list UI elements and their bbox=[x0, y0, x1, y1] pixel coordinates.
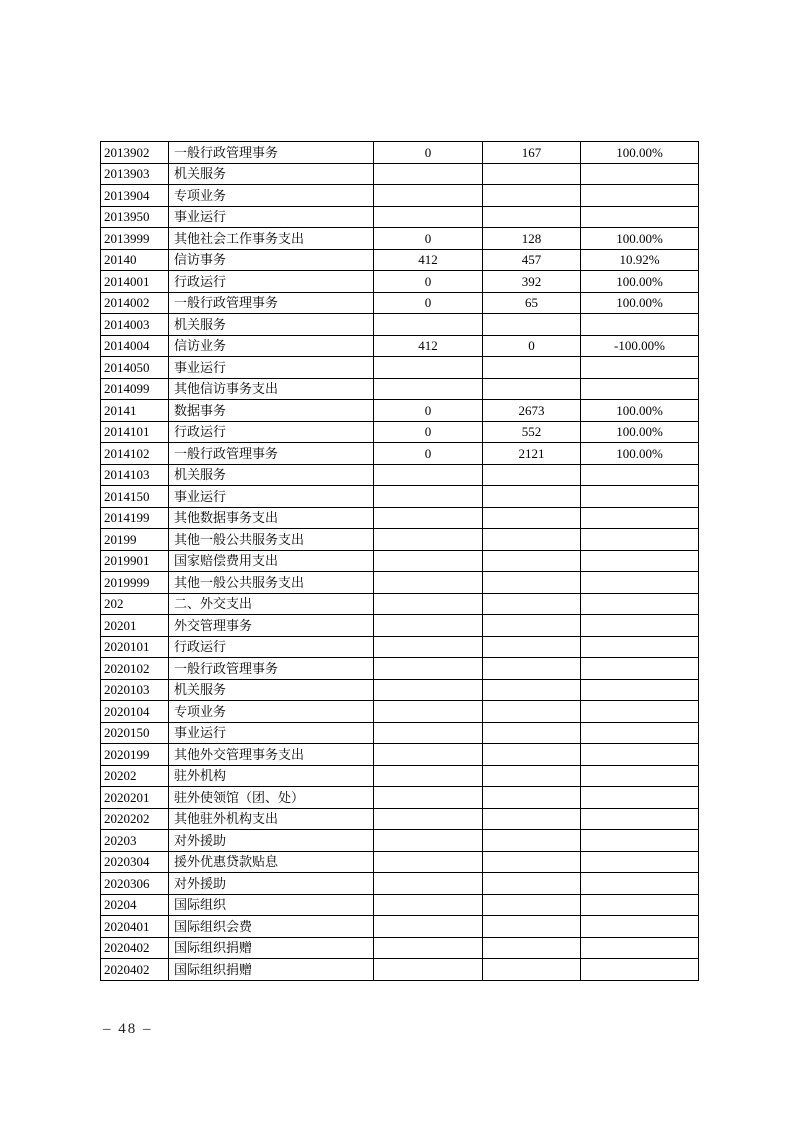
cell-code: 2014001 bbox=[101, 271, 169, 293]
cell-change-pct: 100.00% bbox=[581, 228, 699, 250]
cell-code: 2014099 bbox=[101, 378, 169, 400]
cell-amount-prev bbox=[374, 658, 483, 680]
cell-change-pct bbox=[581, 830, 699, 852]
table-row bbox=[101, 292, 699, 314]
cell-amount-current bbox=[483, 464, 581, 486]
cell-amount-current bbox=[483, 486, 581, 508]
cell-code: 2020103 bbox=[101, 679, 169, 701]
cell-amount-current bbox=[483, 679, 581, 701]
cell-amount-prev bbox=[374, 550, 483, 572]
cell-change-pct bbox=[581, 507, 699, 529]
cell-amount-current bbox=[483, 744, 581, 766]
cell-item-name: 外交管理事务 bbox=[169, 615, 374, 637]
cell-item-name: 其他一般公共服务支出 bbox=[169, 572, 374, 594]
cell-amount-prev bbox=[374, 701, 483, 723]
table-row bbox=[101, 744, 699, 766]
cell-change-pct bbox=[581, 163, 699, 185]
table-row bbox=[101, 378, 699, 400]
cell-change-pct bbox=[581, 765, 699, 787]
table-row bbox=[101, 937, 699, 959]
cell-code: 20199 bbox=[101, 529, 169, 551]
cell-amount-current: 457 bbox=[483, 249, 581, 271]
cell-change-pct bbox=[581, 550, 699, 572]
cell-change-pct bbox=[581, 722, 699, 744]
cell-item-name: 对外援助 bbox=[169, 830, 374, 852]
cell-code: 20140 bbox=[101, 249, 169, 271]
cell-item-name: 数据事务 bbox=[169, 400, 374, 422]
cell-change-pct bbox=[581, 185, 699, 207]
cell-amount-current bbox=[483, 765, 581, 787]
cell-amount-prev: 0 bbox=[374, 443, 483, 465]
cell-item-name: 机关服务 bbox=[169, 464, 374, 486]
budget-table bbox=[100, 141, 698, 981]
table-row bbox=[101, 185, 699, 207]
cell-item-name: 事业运行 bbox=[169, 486, 374, 508]
cell-code: 20202 bbox=[101, 765, 169, 787]
cell-amount-prev: 412 bbox=[374, 335, 483, 357]
cell-amount-current: 128 bbox=[483, 228, 581, 250]
table-row bbox=[101, 873, 699, 895]
cell-item-name: 事业运行 bbox=[169, 722, 374, 744]
cell-change-pct bbox=[581, 851, 699, 873]
table-row bbox=[101, 271, 699, 293]
cell-amount-prev bbox=[374, 744, 483, 766]
cell-amount-prev bbox=[374, 787, 483, 809]
cell-item-name: 驻外机构 bbox=[169, 765, 374, 787]
cell-code: 2014150 bbox=[101, 486, 169, 508]
cell-item-name: 其他驻外机构支出 bbox=[169, 808, 374, 830]
table-row bbox=[101, 357, 699, 379]
cell-code: 20201 bbox=[101, 615, 169, 637]
cell-change-pct: 100.00% bbox=[581, 142, 699, 164]
table-row bbox=[101, 722, 699, 744]
cell-code: 2013950 bbox=[101, 206, 169, 228]
cell-amount-prev bbox=[374, 636, 483, 658]
table-row bbox=[101, 228, 699, 250]
cell-change-pct bbox=[581, 658, 699, 680]
cell-code: 2014102 bbox=[101, 443, 169, 465]
cell-item-name: 其他社会工作事务支出 bbox=[169, 228, 374, 250]
cell-item-name: 一般行政管理事务 bbox=[169, 443, 374, 465]
cell-item-name: 其他外交管理事务支出 bbox=[169, 744, 374, 766]
cell-amount-current bbox=[483, 937, 581, 959]
cell-amount-prev bbox=[374, 572, 483, 594]
cell-amount-prev: 0 bbox=[374, 142, 483, 164]
table-row bbox=[101, 335, 699, 357]
table-row bbox=[101, 550, 699, 572]
cell-amount-prev bbox=[374, 314, 483, 336]
table-row bbox=[101, 658, 699, 680]
cell-amount-prev bbox=[374, 206, 483, 228]
cell-change-pct: 100.00% bbox=[581, 400, 699, 422]
cell-code: 2020102 bbox=[101, 658, 169, 680]
cell-amount-current bbox=[483, 314, 581, 336]
cell-code: 2020202 bbox=[101, 808, 169, 830]
cell-change-pct: 100.00% bbox=[581, 292, 699, 314]
cell-change-pct bbox=[581, 486, 699, 508]
cell-item-name: 专项业务 bbox=[169, 185, 374, 207]
table-row bbox=[101, 142, 699, 164]
table-row bbox=[101, 636, 699, 658]
cell-change-pct bbox=[581, 701, 699, 723]
cell-amount-prev bbox=[374, 464, 483, 486]
cell-amount-current: 392 bbox=[483, 271, 581, 293]
cell-item-name: 机关服务 bbox=[169, 679, 374, 701]
cell-code: 2013902 bbox=[101, 142, 169, 164]
cell-amount-prev: 0 bbox=[374, 421, 483, 443]
cell-code: 2019901 bbox=[101, 550, 169, 572]
cell-change-pct bbox=[581, 529, 699, 551]
cell-change-pct: 10.92% bbox=[581, 249, 699, 271]
cell-amount-current bbox=[483, 658, 581, 680]
cell-item-name: 行政运行 bbox=[169, 271, 374, 293]
cell-amount-current: 167 bbox=[483, 142, 581, 164]
cell-change-pct bbox=[581, 894, 699, 916]
cell-item-name: 对外援助 bbox=[169, 873, 374, 895]
cell-amount-current bbox=[483, 572, 581, 594]
cell-amount-current bbox=[483, 851, 581, 873]
cell-code: 2020199 bbox=[101, 744, 169, 766]
cell-change-pct: 100.00% bbox=[581, 443, 699, 465]
cell-code: 2020101 bbox=[101, 636, 169, 658]
cell-amount-prev bbox=[374, 937, 483, 959]
cell-change-pct bbox=[581, 464, 699, 486]
cell-amount-current bbox=[483, 529, 581, 551]
cell-code: 2020402 bbox=[101, 959, 169, 981]
cell-amount-current bbox=[483, 959, 581, 981]
table-row bbox=[101, 572, 699, 594]
cell-amount-prev bbox=[374, 163, 483, 185]
cell-change-pct bbox=[581, 378, 699, 400]
cell-amount-current bbox=[483, 808, 581, 830]
cell-change-pct: -100.00% bbox=[581, 335, 699, 357]
cell-code: 2020304 bbox=[101, 851, 169, 873]
cell-amount-prev bbox=[374, 507, 483, 529]
cell-code: 20203 bbox=[101, 830, 169, 852]
table-row bbox=[101, 249, 699, 271]
cell-code: 2020104 bbox=[101, 701, 169, 723]
cell-amount-current bbox=[483, 722, 581, 744]
cell-amount-prev bbox=[374, 808, 483, 830]
cell-code: 2014004 bbox=[101, 335, 169, 357]
cell-amount-current bbox=[483, 636, 581, 658]
cell-item-name: 其他信访事务支出 bbox=[169, 378, 374, 400]
table-row bbox=[101, 851, 699, 873]
table-row bbox=[101, 507, 699, 529]
cell-item-name: 行政运行 bbox=[169, 636, 374, 658]
cell-amount-current bbox=[483, 873, 581, 895]
cell-change-pct bbox=[581, 206, 699, 228]
cell-item-name: 援外优惠贷款贴息 bbox=[169, 851, 374, 873]
cell-change-pct bbox=[581, 314, 699, 336]
cell-amount-current: 65 bbox=[483, 292, 581, 314]
cell-code: 2014199 bbox=[101, 507, 169, 529]
cell-change-pct bbox=[581, 636, 699, 658]
table-row bbox=[101, 615, 699, 637]
cell-code: 20141 bbox=[101, 400, 169, 422]
cell-amount-prev bbox=[374, 357, 483, 379]
table-row bbox=[101, 486, 699, 508]
cell-item-name: 国际组织捐赠 bbox=[169, 959, 374, 981]
cell-amount-current bbox=[483, 507, 581, 529]
cell-item-name: 专项业务 bbox=[169, 701, 374, 723]
table-row bbox=[101, 400, 699, 422]
table-row bbox=[101, 701, 699, 723]
cell-amount-current: 0 bbox=[483, 335, 581, 357]
cell-code: 20204 bbox=[101, 894, 169, 916]
cell-amount-prev: 0 bbox=[374, 400, 483, 422]
cell-amount-current bbox=[483, 163, 581, 185]
cell-code: 2014003 bbox=[101, 314, 169, 336]
cell-change-pct bbox=[581, 873, 699, 895]
cell-code: 2013999 bbox=[101, 228, 169, 250]
cell-code: 2020201 bbox=[101, 787, 169, 809]
cell-amount-prev bbox=[374, 916, 483, 938]
cell-change-pct bbox=[581, 744, 699, 766]
cell-amount-current bbox=[483, 787, 581, 809]
budget-table-body bbox=[101, 142, 699, 981]
cell-code: 202 bbox=[101, 593, 169, 615]
cell-change-pct bbox=[581, 572, 699, 594]
cell-change-pct bbox=[581, 593, 699, 615]
cell-change-pct bbox=[581, 808, 699, 830]
cell-change-pct: 100.00% bbox=[581, 271, 699, 293]
cell-amount-current: 2121 bbox=[483, 443, 581, 465]
cell-amount-prev bbox=[374, 529, 483, 551]
cell-code: 2020401 bbox=[101, 916, 169, 938]
cell-code: 2013903 bbox=[101, 163, 169, 185]
cell-amount-current: 552 bbox=[483, 421, 581, 443]
cell-amount-current: 2673 bbox=[483, 400, 581, 422]
budget-table-grid bbox=[100, 141, 699, 981]
cell-item-name: 事业运行 bbox=[169, 206, 374, 228]
cell-amount-prev bbox=[374, 378, 483, 400]
cell-item-name: 国家赔偿费用支出 bbox=[169, 550, 374, 572]
cell-code: 2020402 bbox=[101, 937, 169, 959]
cell-amount-prev bbox=[374, 894, 483, 916]
cell-item-name: 二、外交支出 bbox=[169, 593, 374, 615]
cell-item-name: 一般行政管理事务 bbox=[169, 142, 374, 164]
cell-amount-prev bbox=[374, 830, 483, 852]
cell-amount-prev: 0 bbox=[374, 228, 483, 250]
cell-item-name: 一般行政管理事务 bbox=[169, 292, 374, 314]
cell-item-name: 其他数据事务支出 bbox=[169, 507, 374, 529]
cell-code: 2020306 bbox=[101, 873, 169, 895]
table-row bbox=[101, 787, 699, 809]
table-row bbox=[101, 894, 699, 916]
cell-code: 2014002 bbox=[101, 292, 169, 314]
table-row bbox=[101, 529, 699, 551]
cell-item-name: 行政运行 bbox=[169, 421, 374, 443]
cell-code: 2014101 bbox=[101, 421, 169, 443]
cell-amount-prev bbox=[374, 873, 483, 895]
cell-amount-prev bbox=[374, 765, 483, 787]
cell-item-name: 机关服务 bbox=[169, 163, 374, 185]
cell-item-name: 事业运行 bbox=[169, 357, 374, 379]
cell-item-name: 其他一般公共服务支出 bbox=[169, 529, 374, 551]
cell-amount-current bbox=[483, 357, 581, 379]
cell-code: 2014050 bbox=[101, 357, 169, 379]
cell-amount-prev bbox=[374, 593, 483, 615]
cell-amount-current bbox=[483, 615, 581, 637]
table-row bbox=[101, 916, 699, 938]
cell-amount-current bbox=[483, 916, 581, 938]
cell-amount-prev bbox=[374, 722, 483, 744]
cell-change-pct bbox=[581, 787, 699, 809]
table-row bbox=[101, 206, 699, 228]
cell-amount-prev: 412 bbox=[374, 249, 483, 271]
cell-code: 2020150 bbox=[101, 722, 169, 744]
cell-amount-prev bbox=[374, 679, 483, 701]
table-row bbox=[101, 443, 699, 465]
table-row bbox=[101, 679, 699, 701]
cell-item-name: 信访业务 bbox=[169, 335, 374, 357]
cell-amount-current bbox=[483, 593, 581, 615]
cell-change-pct bbox=[581, 357, 699, 379]
table-row bbox=[101, 314, 699, 336]
table-row bbox=[101, 421, 699, 443]
table-row bbox=[101, 830, 699, 852]
cell-code: 2013904 bbox=[101, 185, 169, 207]
cell-item-name: 机关服务 bbox=[169, 314, 374, 336]
cell-amount-prev: 0 bbox=[374, 292, 483, 314]
cell-amount-current bbox=[483, 550, 581, 572]
cell-amount-prev bbox=[374, 851, 483, 873]
cell-amount-prev bbox=[374, 185, 483, 207]
cell-change-pct bbox=[581, 916, 699, 938]
table-row bbox=[101, 464, 699, 486]
cell-item-name: 驻外使领馆（团、处） bbox=[169, 787, 374, 809]
table-row bbox=[101, 593, 699, 615]
cell-item-name: 国际组织 bbox=[169, 894, 374, 916]
cell-amount-current bbox=[483, 894, 581, 916]
cell-amount-current bbox=[483, 206, 581, 228]
cell-amount-prev bbox=[374, 959, 483, 981]
cell-amount-current bbox=[483, 830, 581, 852]
cell-amount-prev: 0 bbox=[374, 271, 483, 293]
cell-amount-prev bbox=[374, 486, 483, 508]
cell-item-name: 一般行政管理事务 bbox=[169, 658, 374, 680]
table-row bbox=[101, 959, 699, 981]
cell-change-pct bbox=[581, 937, 699, 959]
cell-change-pct bbox=[581, 679, 699, 701]
cell-item-name: 国际组织捐赠 bbox=[169, 937, 374, 959]
cell-amount-current bbox=[483, 701, 581, 723]
cell-code: 2019999 bbox=[101, 572, 169, 594]
cell-amount-current bbox=[483, 185, 581, 207]
cell-item-name: 国际组织会费 bbox=[169, 916, 374, 938]
cell-change-pct: 100.00% bbox=[581, 421, 699, 443]
cell-amount-prev bbox=[374, 615, 483, 637]
cell-code: 2014103 bbox=[101, 464, 169, 486]
page-number: – 48 – bbox=[103, 1021, 153, 1037]
table-row bbox=[101, 808, 699, 830]
cell-item-name: 信访事务 bbox=[169, 249, 374, 271]
table-row bbox=[101, 765, 699, 787]
cell-amount-current bbox=[483, 378, 581, 400]
cell-change-pct bbox=[581, 959, 699, 981]
table-row bbox=[101, 163, 699, 185]
cell-change-pct bbox=[581, 615, 699, 637]
